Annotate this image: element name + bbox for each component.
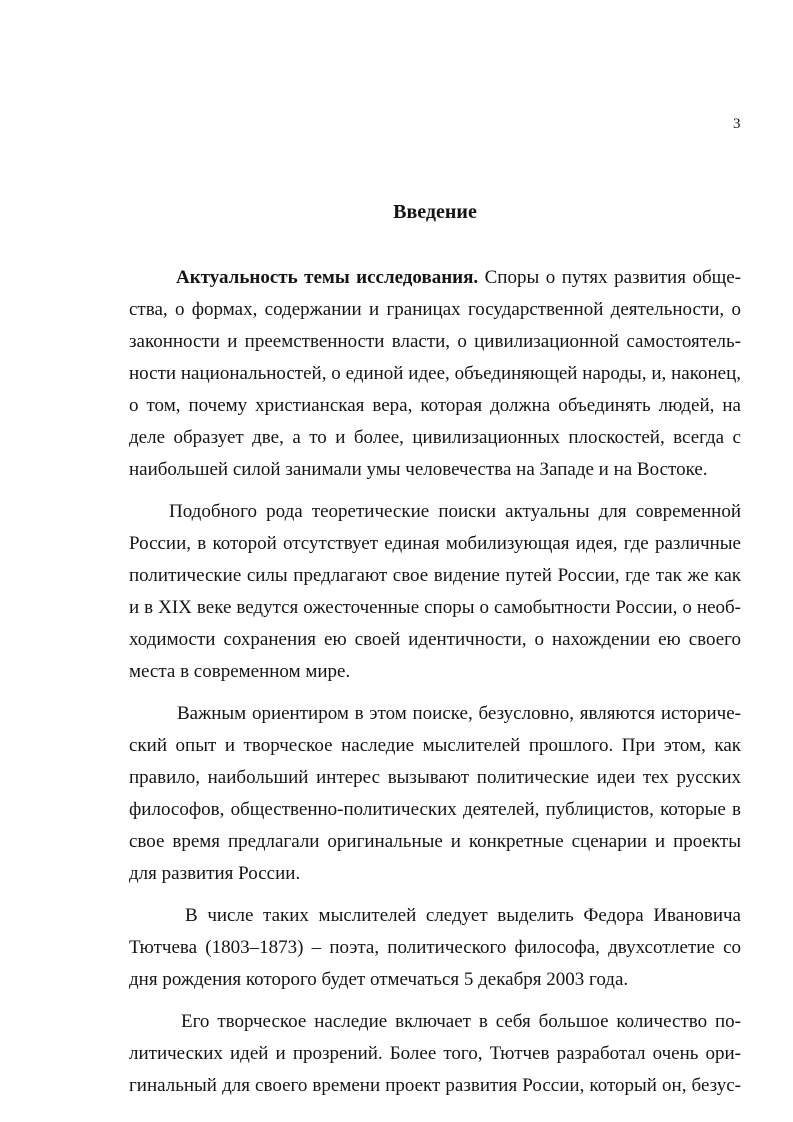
paragraph-line: Его творческое наследие включает в себя большое количество по- xyxy=(181,1011,741,1032)
paragraph-line: для развития России. xyxy=(129,863,301,884)
paragraph-line: правило, наибольший интерес вызывают политические идеи тех русских xyxy=(129,767,741,788)
paragraph-line: гинальный для своего времени проект развития России, который он, безус- xyxy=(129,1075,741,1096)
paragraph-relevance xyxy=(129,262,741,486)
paragraph-line: политические силы предлагают свое видение путей России, где так же как xyxy=(129,565,741,586)
paragraph-legacy xyxy=(129,1006,741,1102)
paragraph-line: ский опыт и творческое наследие мыслителей прошлого. При этом, как xyxy=(129,735,741,756)
page-title: Введение xyxy=(393,201,477,223)
paragraph-line: В числе таких мыслителей следует выделить Федора Ивановича xyxy=(185,905,741,926)
paragraph-line: Тютчева (1803–1873) – поэта, политического философа, двухсотлетие со xyxy=(129,937,741,958)
paragraph-line: места в современном мире. xyxy=(129,661,351,682)
paragraph-line: ства, о формах, содержании и границах государственной деятельности, о xyxy=(129,299,741,320)
paragraph-line: философов, общественно-политических деятелей, публицистов, которые в xyxy=(129,799,741,820)
paragraph-line: деле образует две, а то и более, цивилизационных плоскостей, всегда с xyxy=(129,427,741,448)
page-number: 3 xyxy=(733,116,741,132)
paragraph-line: России, в которой отсутствует единая мобилизующая идея, где различные xyxy=(129,533,741,554)
paragraph-line: о том, почему христианская вера, которая должна объединять людей, на xyxy=(129,395,741,416)
paragraph-line: законности и преемственности власти, о цивилизационной самостоятель- xyxy=(129,331,741,352)
body-text xyxy=(129,262,741,1102)
paragraph-line: ходимости сохранения ею своей идентичности, о нахождении ею своего xyxy=(129,629,741,650)
paragraph-line: свое время предлагали оригинальные и конкретные сценарии и проекты xyxy=(129,831,741,852)
paragraph-line-text: Споры о путях развития обще- xyxy=(478,267,741,288)
paragraph-lead: Актуальность темы исследования. xyxy=(176,267,479,288)
paragraph-line xyxy=(129,262,741,294)
paragraph-line: и в XIX веке ведутся ожесточенные споры о самобытности России, о необ- xyxy=(129,597,741,618)
paragraph-line: Важным ориентиром в этом поиске, безусловно, являются историче- xyxy=(177,703,741,724)
paragraph-search xyxy=(129,496,741,688)
paragraph-line: дня рождения которого будет отмечаться 5 декабря 2003 года. xyxy=(129,969,629,990)
paragraph-orientation xyxy=(129,698,741,890)
paragraph-line: ности национальностей, о единой идее, объединяющей народы, и, наконец, xyxy=(129,363,741,384)
paragraph-line: Подобного рода теоретические поиски актуальны для современной xyxy=(169,501,741,522)
paragraph-line: литических идей и прозрений. Более того, Тютчев разработал очень ори- xyxy=(129,1043,741,1064)
paragraph-tyutchev xyxy=(129,900,741,996)
paragraph-line: наибольшей силой занимали умы человечества на Западе и на Востоке. xyxy=(129,459,708,480)
